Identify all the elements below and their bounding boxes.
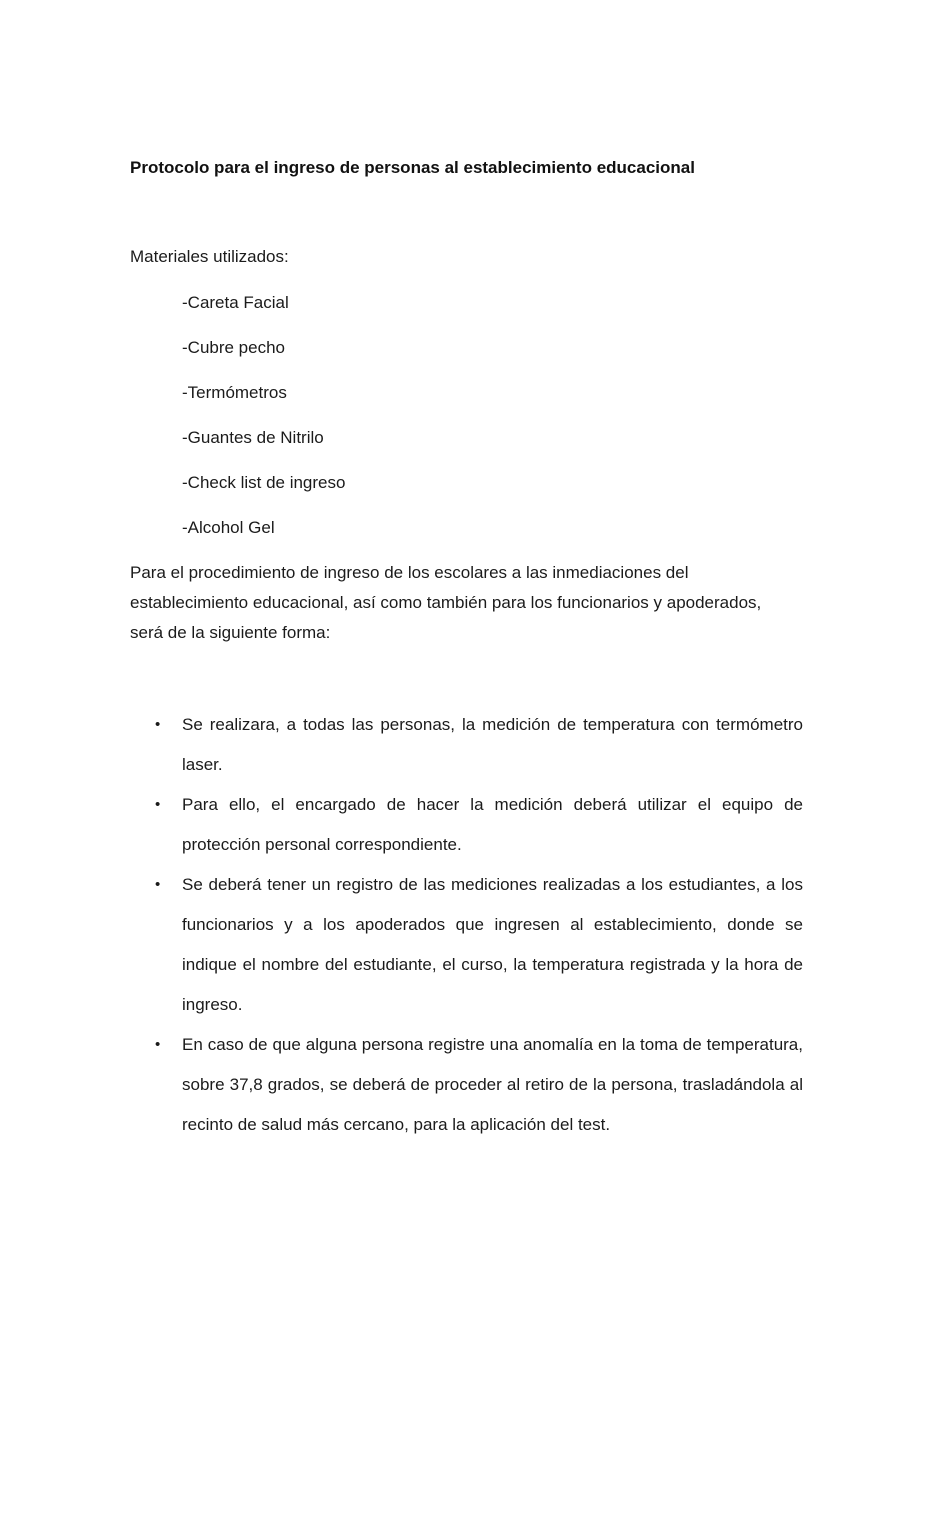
document-title: Protocolo para el ingreso de personas al establecimiento educacional bbox=[130, 158, 695, 177]
materials-item: -Termómetros bbox=[182, 383, 287, 402]
bullet-item bbox=[130, 785, 803, 865]
bullet-marker-icon: • bbox=[155, 796, 161, 813]
bullet-text: Para ello, el encargado de hacer la medición deberá utilizar el equipo de protección personal correspondiente. bbox=[182, 795, 803, 854]
bullet-list bbox=[130, 705, 803, 1145]
bullet-item bbox=[130, 865, 803, 1025]
materials-heading: Materiales utilizados: bbox=[130, 247, 289, 266]
bullet-text: Se deberá tener un registro de las mediciones realizadas a los estudiantes, a los funcionarios y a los apoderados que ingresen al establecimiento, donde se indique el nombre del estudiante, el curso, la temperatura registrada y la hora de ingreso. bbox=[182, 875, 803, 1014]
bullet-item bbox=[130, 1025, 803, 1145]
intro-paragraph: Para el procedimiento de ingreso de los escolares a las inmediaciones del establecimiento educacional, así como también para los funcionarios y apoderados, será de la siguiente forma: bbox=[130, 563, 762, 642]
bullet-item bbox=[130, 705, 803, 785]
materials-item: -Cubre pecho bbox=[182, 338, 286, 357]
materials-item: -Check list de ingreso bbox=[182, 473, 346, 492]
bullet-marker-icon: • bbox=[155, 716, 161, 733]
bullet-marker-icon: • bbox=[155, 1036, 161, 1053]
bullet-text: Se realizara, a todas las personas, la medición de temperatura con termómetro laser. bbox=[182, 715, 803, 774]
materials-item: -Guantes de Nitrilo bbox=[182, 428, 324, 447]
materials-item: -Careta Facial bbox=[182, 293, 289, 312]
bullet-marker-icon: • bbox=[155, 876, 161, 893]
materials-list bbox=[182, 292, 803, 539]
bullet-text: En caso de que alguna persona registre una anomalía en la toma de temperatura, sobre 37,8 grados, se deberá de proceder al retiro de la persona, trasladándola al recinto de salud más cercano, para la aplicación del test. bbox=[182, 1035, 803, 1134]
materials-item: -Alcohol Gel bbox=[182, 518, 275, 537]
